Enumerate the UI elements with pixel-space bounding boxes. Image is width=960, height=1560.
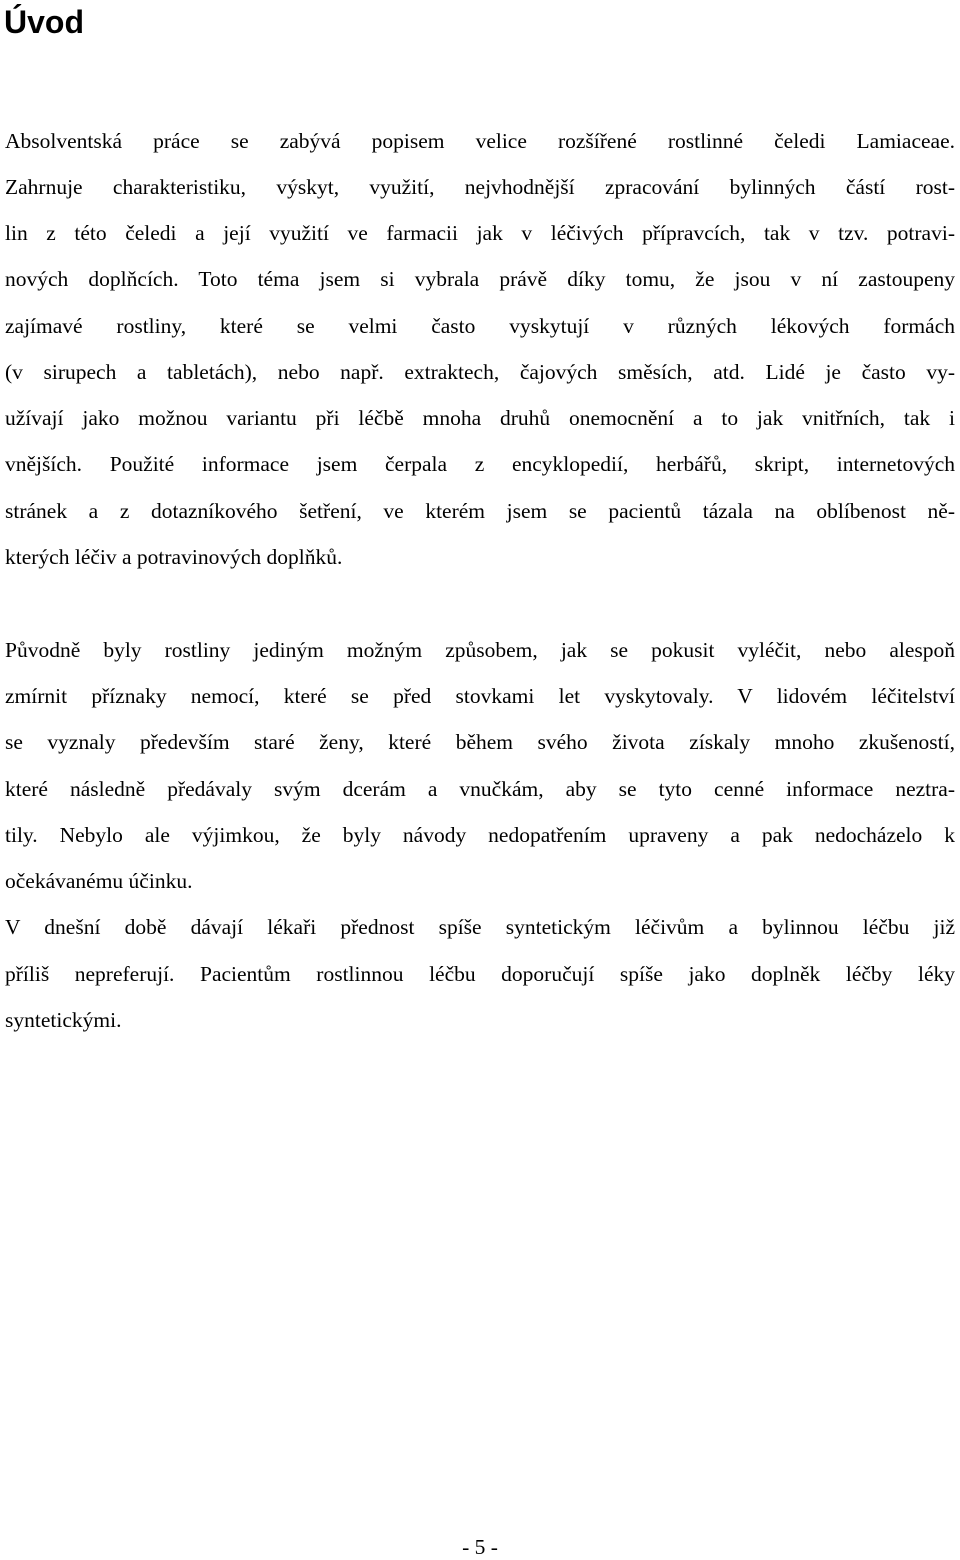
text-line: zmírnit příznaky nemocí, které se před stovkami let vyskytovaly. V lidovém léčitelství xyxy=(5,684,955,708)
text-line: příliš nepreferují. Pacientům rostlinnou léčbu doporučují spíše jako doplněk léčby léky xyxy=(5,962,955,986)
text-line: nových doplňcích. Toto téma jsem si vybrala právě díky tomu, že jsou v ní zastoupeny xyxy=(5,267,955,291)
text-line: syntetickými. xyxy=(5,1008,122,1032)
page-number: - 5 - xyxy=(462,1535,498,1559)
text-line: kterých léčiv a potravinových doplňků. xyxy=(5,545,343,569)
text-line: které následně předávaly svým dcerám a vnučkám, aby se tyto cenné informace neztra- xyxy=(5,777,955,801)
text-line: lin z této čeledi a její využití ve farmacii jak v léčivých přípravcích, tak v tzv. potravi- xyxy=(5,221,955,245)
text-line: V dnešní době dávají lékaři přednost spíše syntetickým léčivům a bylinnou léčbu již xyxy=(5,915,955,939)
text-line: Zahrnuje charakteristiku, výskyt, využití, nejvhodnější zpracování bylinných částí rost- xyxy=(5,175,955,199)
text-line: se vyznaly především staré ženy, které během svého života získaly mnoho zkušeností, xyxy=(5,730,955,754)
text-line: tily. Nebylo ale výjimkou, že byly návody nedopatřením upraveny a pak nedocházelo k xyxy=(5,823,955,847)
text-line: Původně byly rostliny jediným možným způsobem, jak se pokusit vyléčit, nebo alespoň xyxy=(5,638,955,662)
text-line: očekávanému účinku. xyxy=(5,869,193,893)
text-line: (v sirupech a tabletách), nebo např. extraktech, čajových směsích, atd. Lidé je často vy- xyxy=(5,360,955,384)
text-line: zajímavé rostliny, které se velmi často vyskytují v různých lékových formách xyxy=(5,314,955,338)
section-heading: Úvod xyxy=(4,4,84,40)
text-line: stránek a z dotazníkového šetření, ve kterém jsem se pacientů tázala na oblíbenost ně- xyxy=(5,499,955,523)
text-line: vnějších. Použité informace jsem čerpala z encyklopedií, herbářů, skript, internetových xyxy=(5,452,955,476)
text-line: užívají jako možnou variantu při léčbě mnoha druhů onemocnění a to jak vnitřních, tak i xyxy=(5,406,955,430)
text-line: Absolventská práce se zabývá popisem velice rozšířené rostlinné čeledi Lamiaceae. xyxy=(5,129,955,153)
